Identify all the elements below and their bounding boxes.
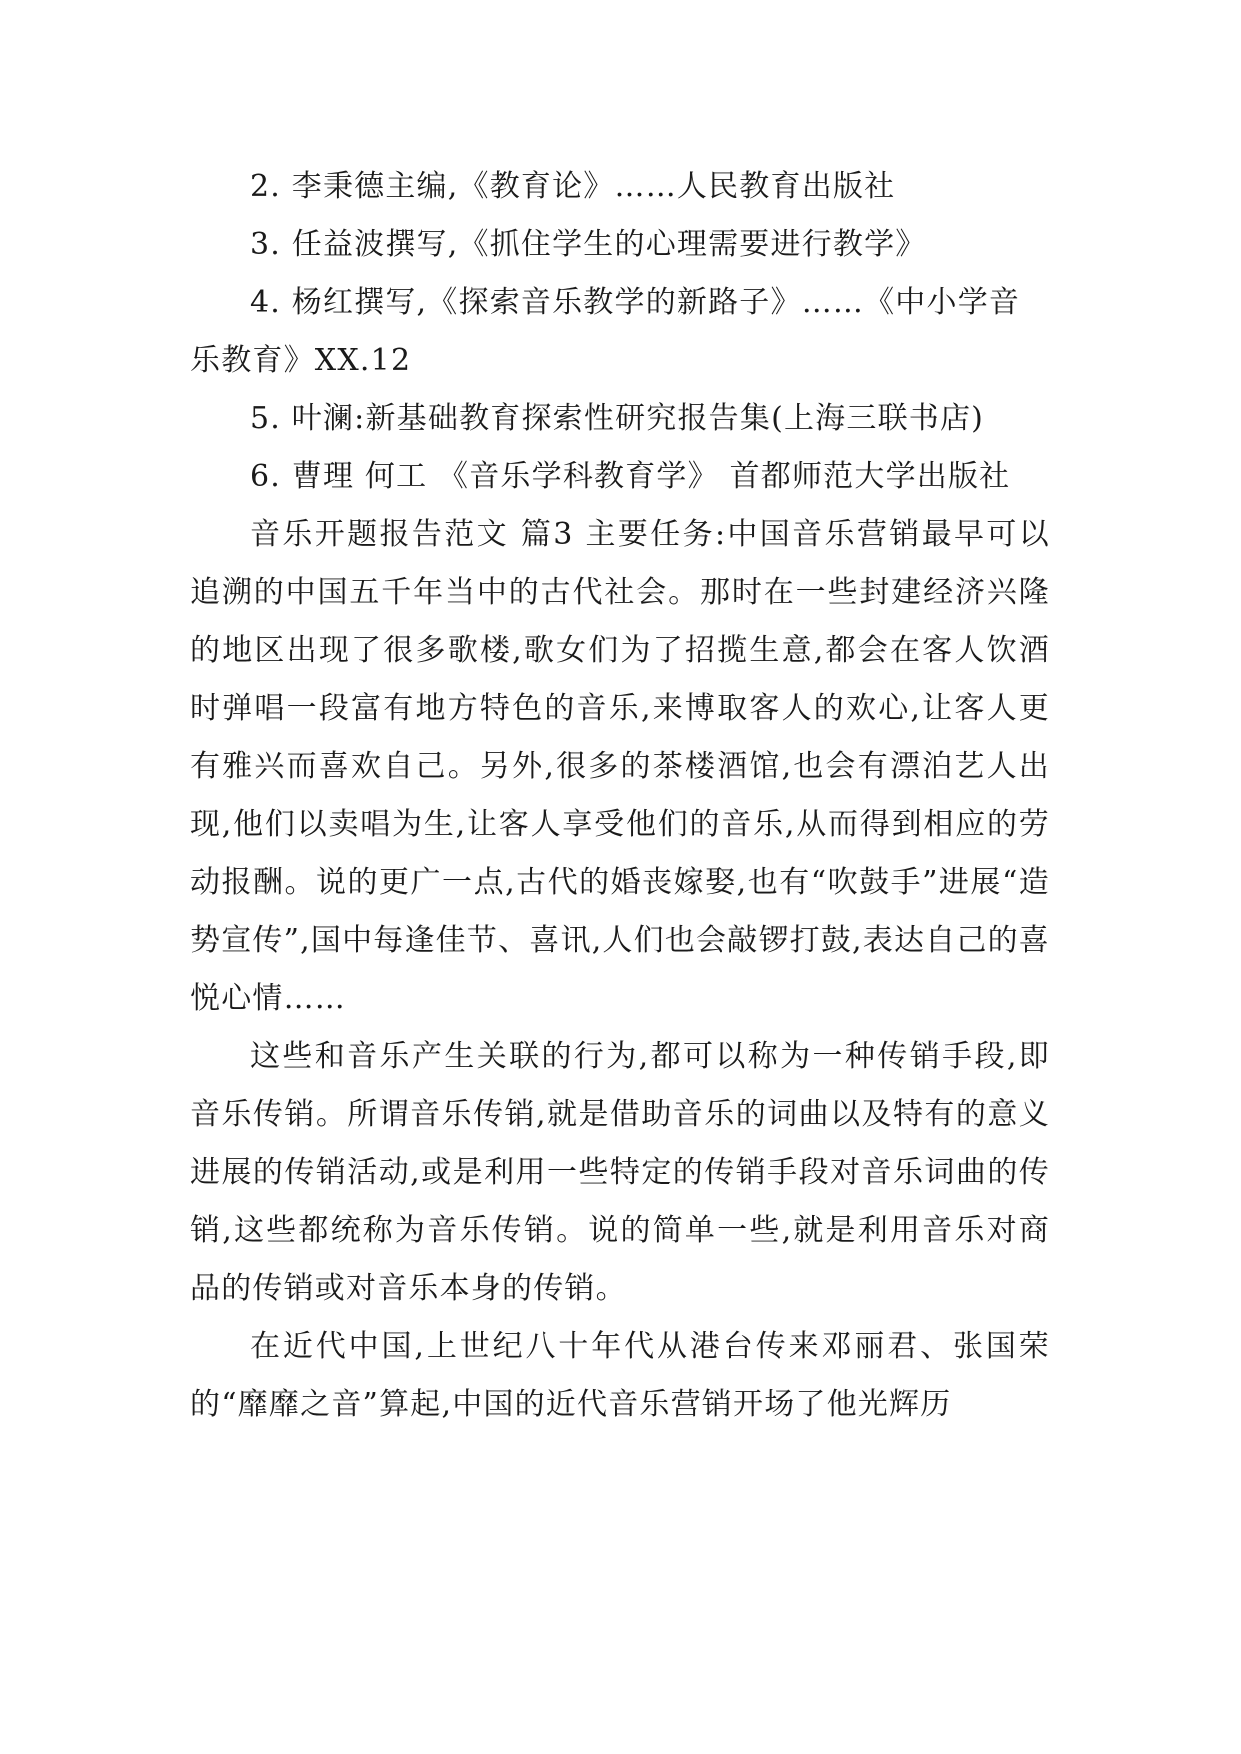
body-paragraph-2: 这些和音乐产生关联的行为,都可以称为一种传销手段,即音乐传销。所谓音乐传销,就是借助音乐的词曲以及特有的意义进展的传销活动,或是利用一些特定的传销手段对音乐词曲的传销,这些都统称为音乐传销。说的简单一些,就是利用音乐对商品的传销或对音乐本身的传销。 <box>190 1039 1050 1306</box>
body-paragraph-1: 音乐开题报告范文 篇3 主要任务:中国音乐营销最早可以追溯的中国五千年当中的古代社会。那时在一些封建经济兴隆的地区出现了很多歌楼,歌女们为了招揽生意,都会在客人饮酒时弹唱一段富有地方特色的音乐,来博取客人的欢心,让客人更有雅兴而喜欢自己。另外,很多的茶楼酒馆,也会有漂泊艺人出现,他们以卖唱为生,让客人享受他们的音乐,从而得到相应的劳动报酬。说的更广一点,古代的婚丧嫁娶,也有“吹鼓手”进展“造势宣传”,国中每逢佳节、喜讯,人们也会敲锣打鼓,表达自己的喜悦心情…… <box>190 517 1050 1016</box>
document-body <box>190 158 1050 1434</box>
reference-item-3: 3. 任益波撰写,《抓住学生的心理需要进行教学》 <box>250 227 927 262</box>
body-paragraph-3: 在近代中国,上世纪八十年代从港台传来邓丽君、张国荣的“靡靡之音”算起,中国的近代音乐营销开场了他光辉历 <box>190 1329 1050 1422</box>
reference-item-6: 6. 曹理 何工 《音乐学科教育学》 首都师范大学出版社 <box>250 459 1011 494</box>
reference-item-2: 2. 李秉德主编,《教育论》……人民教育出版社 <box>250 169 896 204</box>
reference-item-4: 4. 杨红撰写,《探索音乐教学的新路子》……《中小学音乐教育》XX.12 <box>190 285 1021 378</box>
reference-item-5: 5. 叶澜:新基础教育探索性研究报告集(上海三联书店) <box>250 401 985 436</box>
